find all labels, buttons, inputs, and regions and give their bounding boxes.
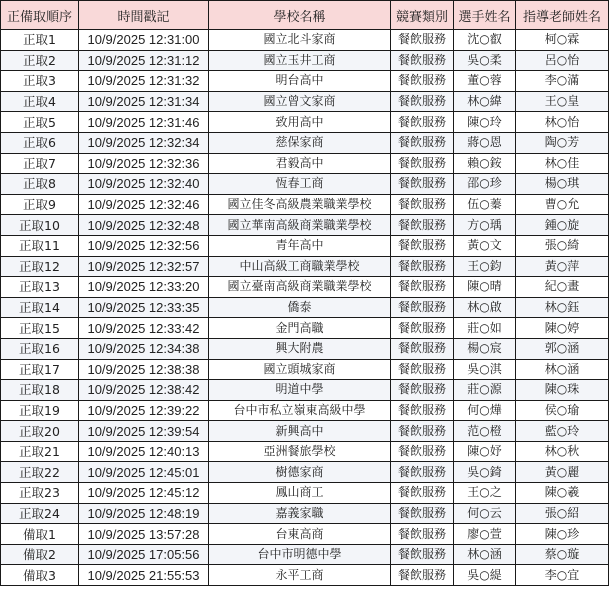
- school-cell: 永平工商: [209, 565, 391, 586]
- timestamp-cell: 10/9/2025 12:32:48: [79, 215, 209, 236]
- category-cell: 餐飲服務: [391, 256, 454, 277]
- category-cell: 餐飲服務: [391, 132, 454, 153]
- timestamp-cell: 10/9/2025 12:38:38: [79, 359, 209, 380]
- school-cell: 樹德家商: [209, 462, 391, 483]
- timestamp-cell: 10/9/2025 12:32:46: [79, 194, 209, 215]
- rank-cell: 正取23: [1, 483, 79, 504]
- header-category: 競賽類別: [391, 1, 454, 30]
- timestamp-cell: 10/9/2025 12:32:40: [79, 174, 209, 195]
- category-cell: 餐飲服務: [391, 441, 454, 462]
- category-cell: 餐飲服務: [391, 544, 454, 565]
- rank-cell: 正取5: [1, 112, 79, 133]
- player-cell: 王○之: [454, 483, 516, 504]
- teacher-cell: 蔡○璇: [516, 544, 609, 565]
- teacher-cell: 侯○瑜: [516, 400, 609, 421]
- table-row: [1, 50, 609, 71]
- category-cell: 餐飲服務: [391, 235, 454, 256]
- school-cell: 興大附農: [209, 338, 391, 359]
- timestamp-cell: 10/9/2025 12:34:38: [79, 338, 209, 359]
- rank-cell: 正取19: [1, 400, 79, 421]
- school-cell: 君毅高中: [209, 153, 391, 174]
- rank-cell: 正取10: [1, 215, 79, 236]
- school-cell: 青年高中: [209, 235, 391, 256]
- rank-cell: 正取11: [1, 235, 79, 256]
- school-cell: 台中市私立嶺東高級中學: [209, 400, 391, 421]
- teacher-cell: 林○秋: [516, 441, 609, 462]
- timestamp-cell: 10/9/2025 12:39:54: [79, 421, 209, 442]
- category-cell: 餐飲服務: [391, 380, 454, 401]
- rank-cell: 正取14: [1, 297, 79, 318]
- player-cell: 林○緯: [454, 91, 516, 112]
- school-cell: 金門高職: [209, 318, 391, 339]
- category-cell: 餐飲服務: [391, 421, 454, 442]
- table-row: [1, 235, 609, 256]
- table-row: [1, 194, 609, 215]
- player-cell: 黃○文: [454, 235, 516, 256]
- category-cell: 餐飲服務: [391, 318, 454, 339]
- table-row: [1, 524, 609, 545]
- rank-cell: 正取17: [1, 359, 79, 380]
- timestamp-cell: 10/9/2025 12:31:00: [79, 30, 209, 51]
- player-cell: 陳○玲: [454, 112, 516, 133]
- player-cell: 邵○珍: [454, 174, 516, 195]
- school-cell: 嘉義家職: [209, 503, 391, 524]
- table-row: [1, 297, 609, 318]
- category-cell: 餐飲服務: [391, 359, 454, 380]
- table-row: [1, 441, 609, 462]
- teacher-cell: 陶○芳: [516, 132, 609, 153]
- player-cell: 吳○緹: [454, 565, 516, 586]
- timestamp-cell: 10/9/2025 12:38:42: [79, 380, 209, 401]
- teacher-cell: 陳○羲: [516, 483, 609, 504]
- teacher-cell: 李○宜: [516, 565, 609, 586]
- player-cell: 沈○叡: [454, 30, 516, 51]
- player-cell: 吳○錡: [454, 462, 516, 483]
- table-row: [1, 132, 609, 153]
- table-row: [1, 503, 609, 524]
- school-cell: 致用高中: [209, 112, 391, 133]
- teacher-cell: 陳○珍: [516, 524, 609, 545]
- school-cell: 僑泰: [209, 297, 391, 318]
- teacher-cell: 林○鈺: [516, 297, 609, 318]
- rank-cell: 正取22: [1, 462, 79, 483]
- header-rank: 正備取順序: [1, 1, 79, 30]
- rank-cell: 正取7: [1, 153, 79, 174]
- table-row: [1, 544, 609, 565]
- category-cell: 餐飲服務: [391, 112, 454, 133]
- category-cell: 餐飲服務: [391, 71, 454, 92]
- teacher-cell: 張○綺: [516, 235, 609, 256]
- school-cell: 中山高級工商職業學校: [209, 256, 391, 277]
- school-cell: 新興高中: [209, 421, 391, 442]
- player-cell: 陳○晴: [454, 277, 516, 298]
- school-cell: 台中市明德中學: [209, 544, 391, 565]
- rank-cell: 正取6: [1, 132, 79, 153]
- category-cell: 餐飲服務: [391, 215, 454, 236]
- teacher-cell: 陳○婷: [516, 318, 609, 339]
- rank-cell: 備取3: [1, 565, 79, 586]
- category-cell: 餐飲服務: [391, 30, 454, 51]
- school-cell: 國立玉井工商: [209, 50, 391, 71]
- header-school: 學校名稱: [209, 1, 391, 30]
- teacher-cell: 郭○涵: [516, 338, 609, 359]
- table-row: [1, 215, 609, 236]
- rank-cell: 備取1: [1, 524, 79, 545]
- category-cell: 餐飲服務: [391, 524, 454, 545]
- table-row: [1, 338, 609, 359]
- table-row: [1, 565, 609, 586]
- table-row: [1, 174, 609, 195]
- player-cell: 伍○蓁: [454, 194, 516, 215]
- player-cell: 方○瑀: [454, 215, 516, 236]
- school-cell: 台東高商: [209, 524, 391, 545]
- teacher-cell: 李○滿: [516, 71, 609, 92]
- rank-cell: 正取8: [1, 174, 79, 195]
- rank-cell: 正取20: [1, 421, 79, 442]
- school-cell: 恆春工商: [209, 174, 391, 195]
- table-row: [1, 400, 609, 421]
- player-cell: 何○燁: [454, 400, 516, 421]
- timestamp-cell: 10/9/2025 12:33:20: [79, 277, 209, 298]
- player-cell: 楊○宸: [454, 338, 516, 359]
- teacher-cell: 王○皇: [516, 91, 609, 112]
- category-cell: 餐飲服務: [391, 194, 454, 215]
- school-cell: 國立華南高級商業職業學校: [209, 215, 391, 236]
- school-cell: 國立佳冬高級農業職業學校: [209, 194, 391, 215]
- player-cell: 莊○源: [454, 380, 516, 401]
- timestamp-cell: 10/9/2025 12:32:34: [79, 132, 209, 153]
- header-row: [1, 1, 609, 30]
- rank-cell: 正取13: [1, 277, 79, 298]
- timestamp-cell: 10/9/2025 12:33:42: [79, 318, 209, 339]
- timestamp-cell: 10/9/2025 21:55:53: [79, 565, 209, 586]
- table-row: [1, 318, 609, 339]
- school-cell: 國立頭城家商: [209, 359, 391, 380]
- school-cell: 明台高中: [209, 71, 391, 92]
- timestamp-cell: 10/9/2025 12:45:01: [79, 462, 209, 483]
- timestamp-cell: 10/9/2025 17:05:56: [79, 544, 209, 565]
- rank-cell: 正取18: [1, 380, 79, 401]
- school-cell: 國立曾文家商: [209, 91, 391, 112]
- teacher-cell: 呂○怡: [516, 50, 609, 71]
- category-cell: 餐飲服務: [391, 503, 454, 524]
- rank-cell: 正取3: [1, 71, 79, 92]
- table-row: [1, 483, 609, 504]
- table-row: [1, 91, 609, 112]
- player-cell: 王○鈞: [454, 256, 516, 277]
- teacher-cell: 林○佳: [516, 153, 609, 174]
- category-cell: 餐飲服務: [391, 174, 454, 195]
- teacher-cell: 柯○霖: [516, 30, 609, 51]
- school-cell: 明道中學: [209, 380, 391, 401]
- teacher-cell: 鍾○旋: [516, 215, 609, 236]
- timestamp-cell: 10/9/2025 12:33:35: [79, 297, 209, 318]
- category-cell: 餐飲服務: [391, 153, 454, 174]
- player-cell: 范○橙: [454, 421, 516, 442]
- category-cell: 餐飲服務: [391, 50, 454, 71]
- header-player: 選手姓名: [454, 1, 516, 30]
- rank-cell: 正取1: [1, 30, 79, 51]
- teacher-cell: 楊○琪: [516, 174, 609, 195]
- timestamp-cell: 10/9/2025 12:31:34: [79, 91, 209, 112]
- school-cell: 國立臺南高級商業職業學校: [209, 277, 391, 298]
- teacher-cell: 曹○允: [516, 194, 609, 215]
- player-cell: 陳○妤: [454, 441, 516, 462]
- teacher-cell: 陳○珠: [516, 380, 609, 401]
- player-cell: 蔣○恩: [454, 132, 516, 153]
- rank-cell: 正取4: [1, 91, 79, 112]
- school-cell: 鳳山商工: [209, 483, 391, 504]
- timestamp-cell: 10/9/2025 12:45:12: [79, 483, 209, 504]
- table-row: [1, 71, 609, 92]
- school-cell: 國立北斗家商: [209, 30, 391, 51]
- player-cell: 廖○萱: [454, 524, 516, 545]
- header-teacher: 指導老師姓名: [516, 1, 609, 30]
- rank-cell: 正取24: [1, 503, 79, 524]
- category-cell: 餐飲服務: [391, 462, 454, 483]
- table-row: [1, 256, 609, 277]
- rank-cell: 備取2: [1, 544, 79, 565]
- rank-cell: 正取9: [1, 194, 79, 215]
- table-row: [1, 153, 609, 174]
- timestamp-cell: 10/9/2025 13:57:28: [79, 524, 209, 545]
- rank-cell: 正取12: [1, 256, 79, 277]
- player-cell: 吳○淇: [454, 359, 516, 380]
- rank-cell: 正取15: [1, 318, 79, 339]
- header-timestamp: 時間戳記: [79, 1, 209, 30]
- category-cell: 餐飲服務: [391, 400, 454, 421]
- table-row: [1, 277, 609, 298]
- table-row: [1, 462, 609, 483]
- player-cell: 林○啟: [454, 297, 516, 318]
- table-row: [1, 380, 609, 401]
- table-row: [1, 421, 609, 442]
- timestamp-cell: 10/9/2025 12:48:19: [79, 503, 209, 524]
- timestamp-cell: 10/9/2025 12:31:12: [79, 50, 209, 71]
- teacher-cell: 藍○玲: [516, 421, 609, 442]
- teacher-cell: 黃○麗: [516, 462, 609, 483]
- timestamp-cell: 10/9/2025 12:32:36: [79, 153, 209, 174]
- timestamp-cell: 10/9/2025 12:32:56: [79, 235, 209, 256]
- table-row: [1, 30, 609, 51]
- rank-cell: 正取16: [1, 338, 79, 359]
- rank-cell: 正取21: [1, 441, 79, 462]
- timestamp-cell: 10/9/2025 12:32:57: [79, 256, 209, 277]
- school-cell: 亞洲餐旅學校: [209, 441, 391, 462]
- category-cell: 餐飲服務: [391, 91, 454, 112]
- teacher-cell: 張○紹: [516, 503, 609, 524]
- teacher-cell: 黃○萍: [516, 256, 609, 277]
- player-cell: 賴○銨: [454, 153, 516, 174]
- rank-cell: 正取2: [1, 50, 79, 71]
- timestamp-cell: 10/9/2025 12:40:13: [79, 441, 209, 462]
- category-cell: 餐飲服務: [391, 297, 454, 318]
- category-cell: 餐飲服務: [391, 565, 454, 586]
- category-cell: 餐飲服務: [391, 277, 454, 298]
- player-cell: 何○云: [454, 503, 516, 524]
- school-cell: 慈保家商: [209, 132, 391, 153]
- player-cell: 吳○柔: [454, 50, 516, 71]
- timestamp-cell: 10/9/2025 12:39:22: [79, 400, 209, 421]
- timestamp-cell: 10/9/2025 12:31:32: [79, 71, 209, 92]
- teacher-cell: 紀○畫: [516, 277, 609, 298]
- category-cell: 餐飲服務: [391, 483, 454, 504]
- category-cell: 餐飲服務: [391, 338, 454, 359]
- player-cell: 莊○如: [454, 318, 516, 339]
- teacher-cell: 林○怡: [516, 112, 609, 133]
- player-cell: 董○蓉: [454, 71, 516, 92]
- table-row: [1, 112, 609, 133]
- player-cell: 林○涵: [454, 544, 516, 565]
- teacher-cell: 林○涵: [516, 359, 609, 380]
- table-row: [1, 359, 609, 380]
- timestamp-cell: 10/9/2025 12:31:46: [79, 112, 209, 133]
